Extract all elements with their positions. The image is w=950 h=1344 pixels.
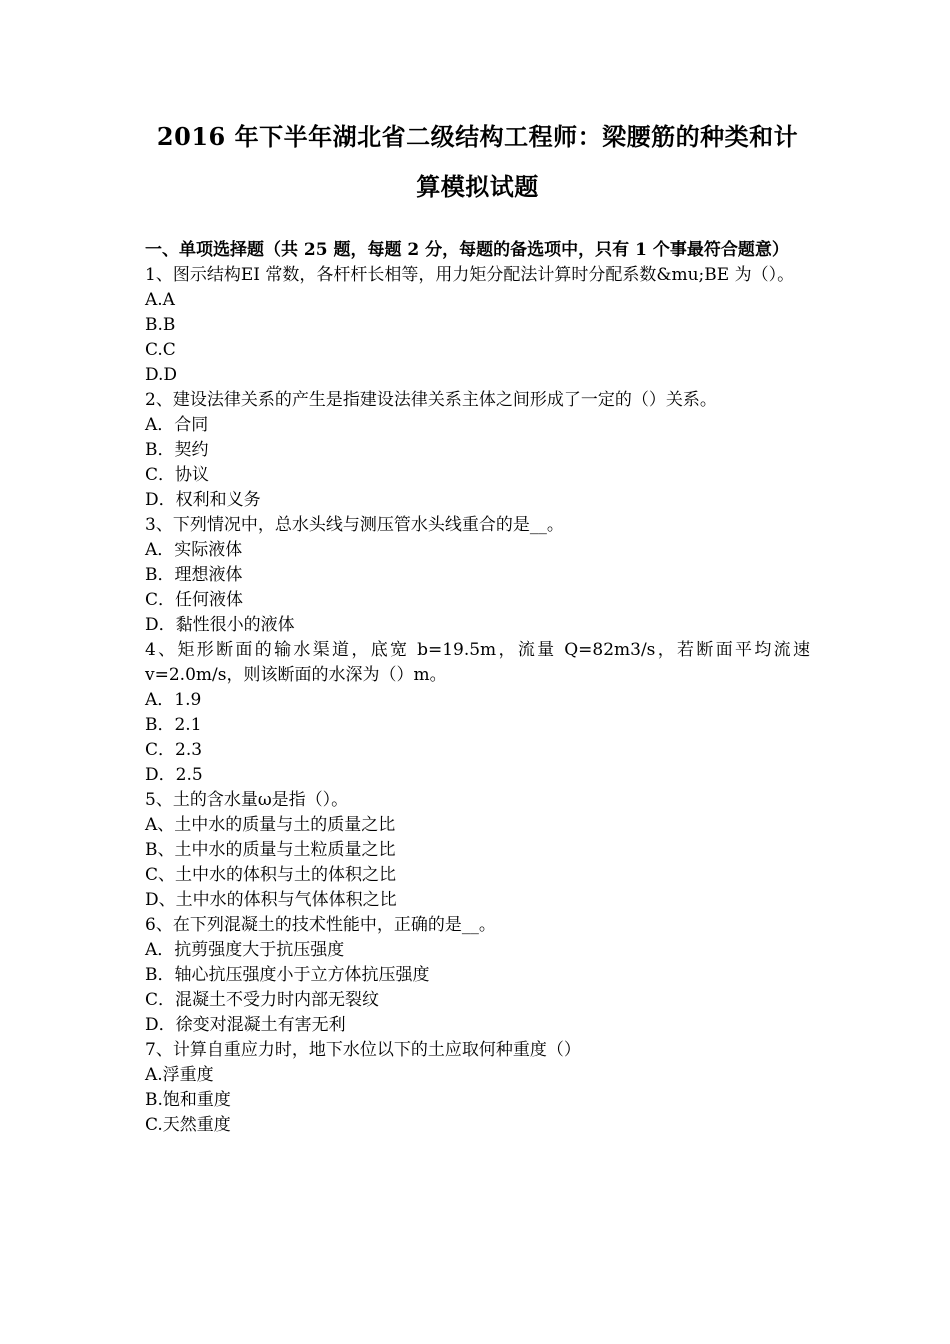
answer-option-a: A.A [145, 290, 175, 310]
answer-option-d: D．黏性很小的液体 [145, 615, 295, 635]
question-list [145, 263, 816, 1138]
answer-option-c: C.天然重度 [145, 1115, 231, 1135]
answer-option-a: A．实际液体 [145, 540, 243, 560]
answer-option-a: A、土中水的质量与土的质量之比 [145, 815, 396, 835]
answer-option-d: D．2.5 [145, 765, 203, 785]
answer-option-b: B．契约 [145, 440, 209, 460]
question-7 [145, 1038, 810, 1138]
answer-option-a: A．1.9 [145, 690, 202, 710]
question-text: 2、建设法律关系的产生是指建设法律关系主体之间形成了一定的（）关系。 [145, 390, 717, 410]
answer-option-c: C、土中水的体积与土的体积之比 [145, 865, 397, 885]
answer-option-d: D．权利和义务 [145, 490, 261, 510]
question-text: 3、下列情况中，总水头线与测压管水头线重合的是__。 [145, 515, 564, 535]
page-title: 2016 年下半年湖北省二级结构工程师：梁腰筋的种类和计算模拟试题 [156, 122, 799, 201]
answer-option-c: C．任何液体 [145, 590, 244, 610]
answer-option-a: A．抗剪强度大于抗压强度 [145, 940, 345, 960]
answer-option-a: A．合同 [145, 415, 209, 435]
answer-option-c: C.C [145, 340, 176, 360]
answer-option-c: C．混凝土不受力时内部无裂纹 [145, 990, 380, 1010]
answer-option-b: B、土中水的质量与土粒质量之比 [145, 840, 396, 860]
question-6 [145, 913, 810, 1038]
answer-option-b: B.饱和重度 [145, 1090, 231, 1110]
answer-option-b: B．理想液体 [145, 565, 243, 585]
answer-option-b: B．轴心抗压强度小于立方体抗压强度 [145, 965, 430, 985]
answer-option-d: D．徐变对混凝土有害无利 [145, 1015, 346, 1035]
question-5 [145, 788, 810, 913]
answer-option-d: D、土中水的体积与气体体积之比 [145, 890, 397, 910]
question-3 [145, 513, 810, 638]
answer-option-b: B．2.1 [145, 715, 202, 735]
question-text: 5、土的含水量ω是指（）。 [145, 790, 349, 810]
question-text: 4、矩形断面的输水渠道，底宽 b=19.5m，流量 Q=82m3/s，若断面平均流速 v=2.0m/s，则该断面的水深为（）m。 [145, 640, 816, 685]
question-text: 6、在下列混凝土的技术性能中，正确的是__。 [145, 915, 496, 935]
question-4 [145, 638, 816, 788]
answer-option-d: D.D [145, 365, 178, 385]
answer-option-a: A.浮重度 [145, 1065, 214, 1085]
section-heading: 一、单项选择题（共 25 题，每题 2 分，每题的备选项中，只有 1 个事最符合题意） [145, 240, 789, 260]
question-text: 7、计算自重应力时，地下水位以下的土应取何种重度（） [145, 1040, 581, 1060]
answer-option-c: C．2.3 [145, 740, 203, 760]
question-2 [145, 388, 810, 513]
answer-option-b: B.B [145, 315, 176, 335]
answer-option-c: C．协议 [145, 465, 210, 485]
question-1 [145, 263, 810, 388]
question-text: 1、图示结构EI 常数，各杆杆长相等，用力矩分配法计算时分配系数&mu;BE 为（）。 [145, 265, 795, 285]
